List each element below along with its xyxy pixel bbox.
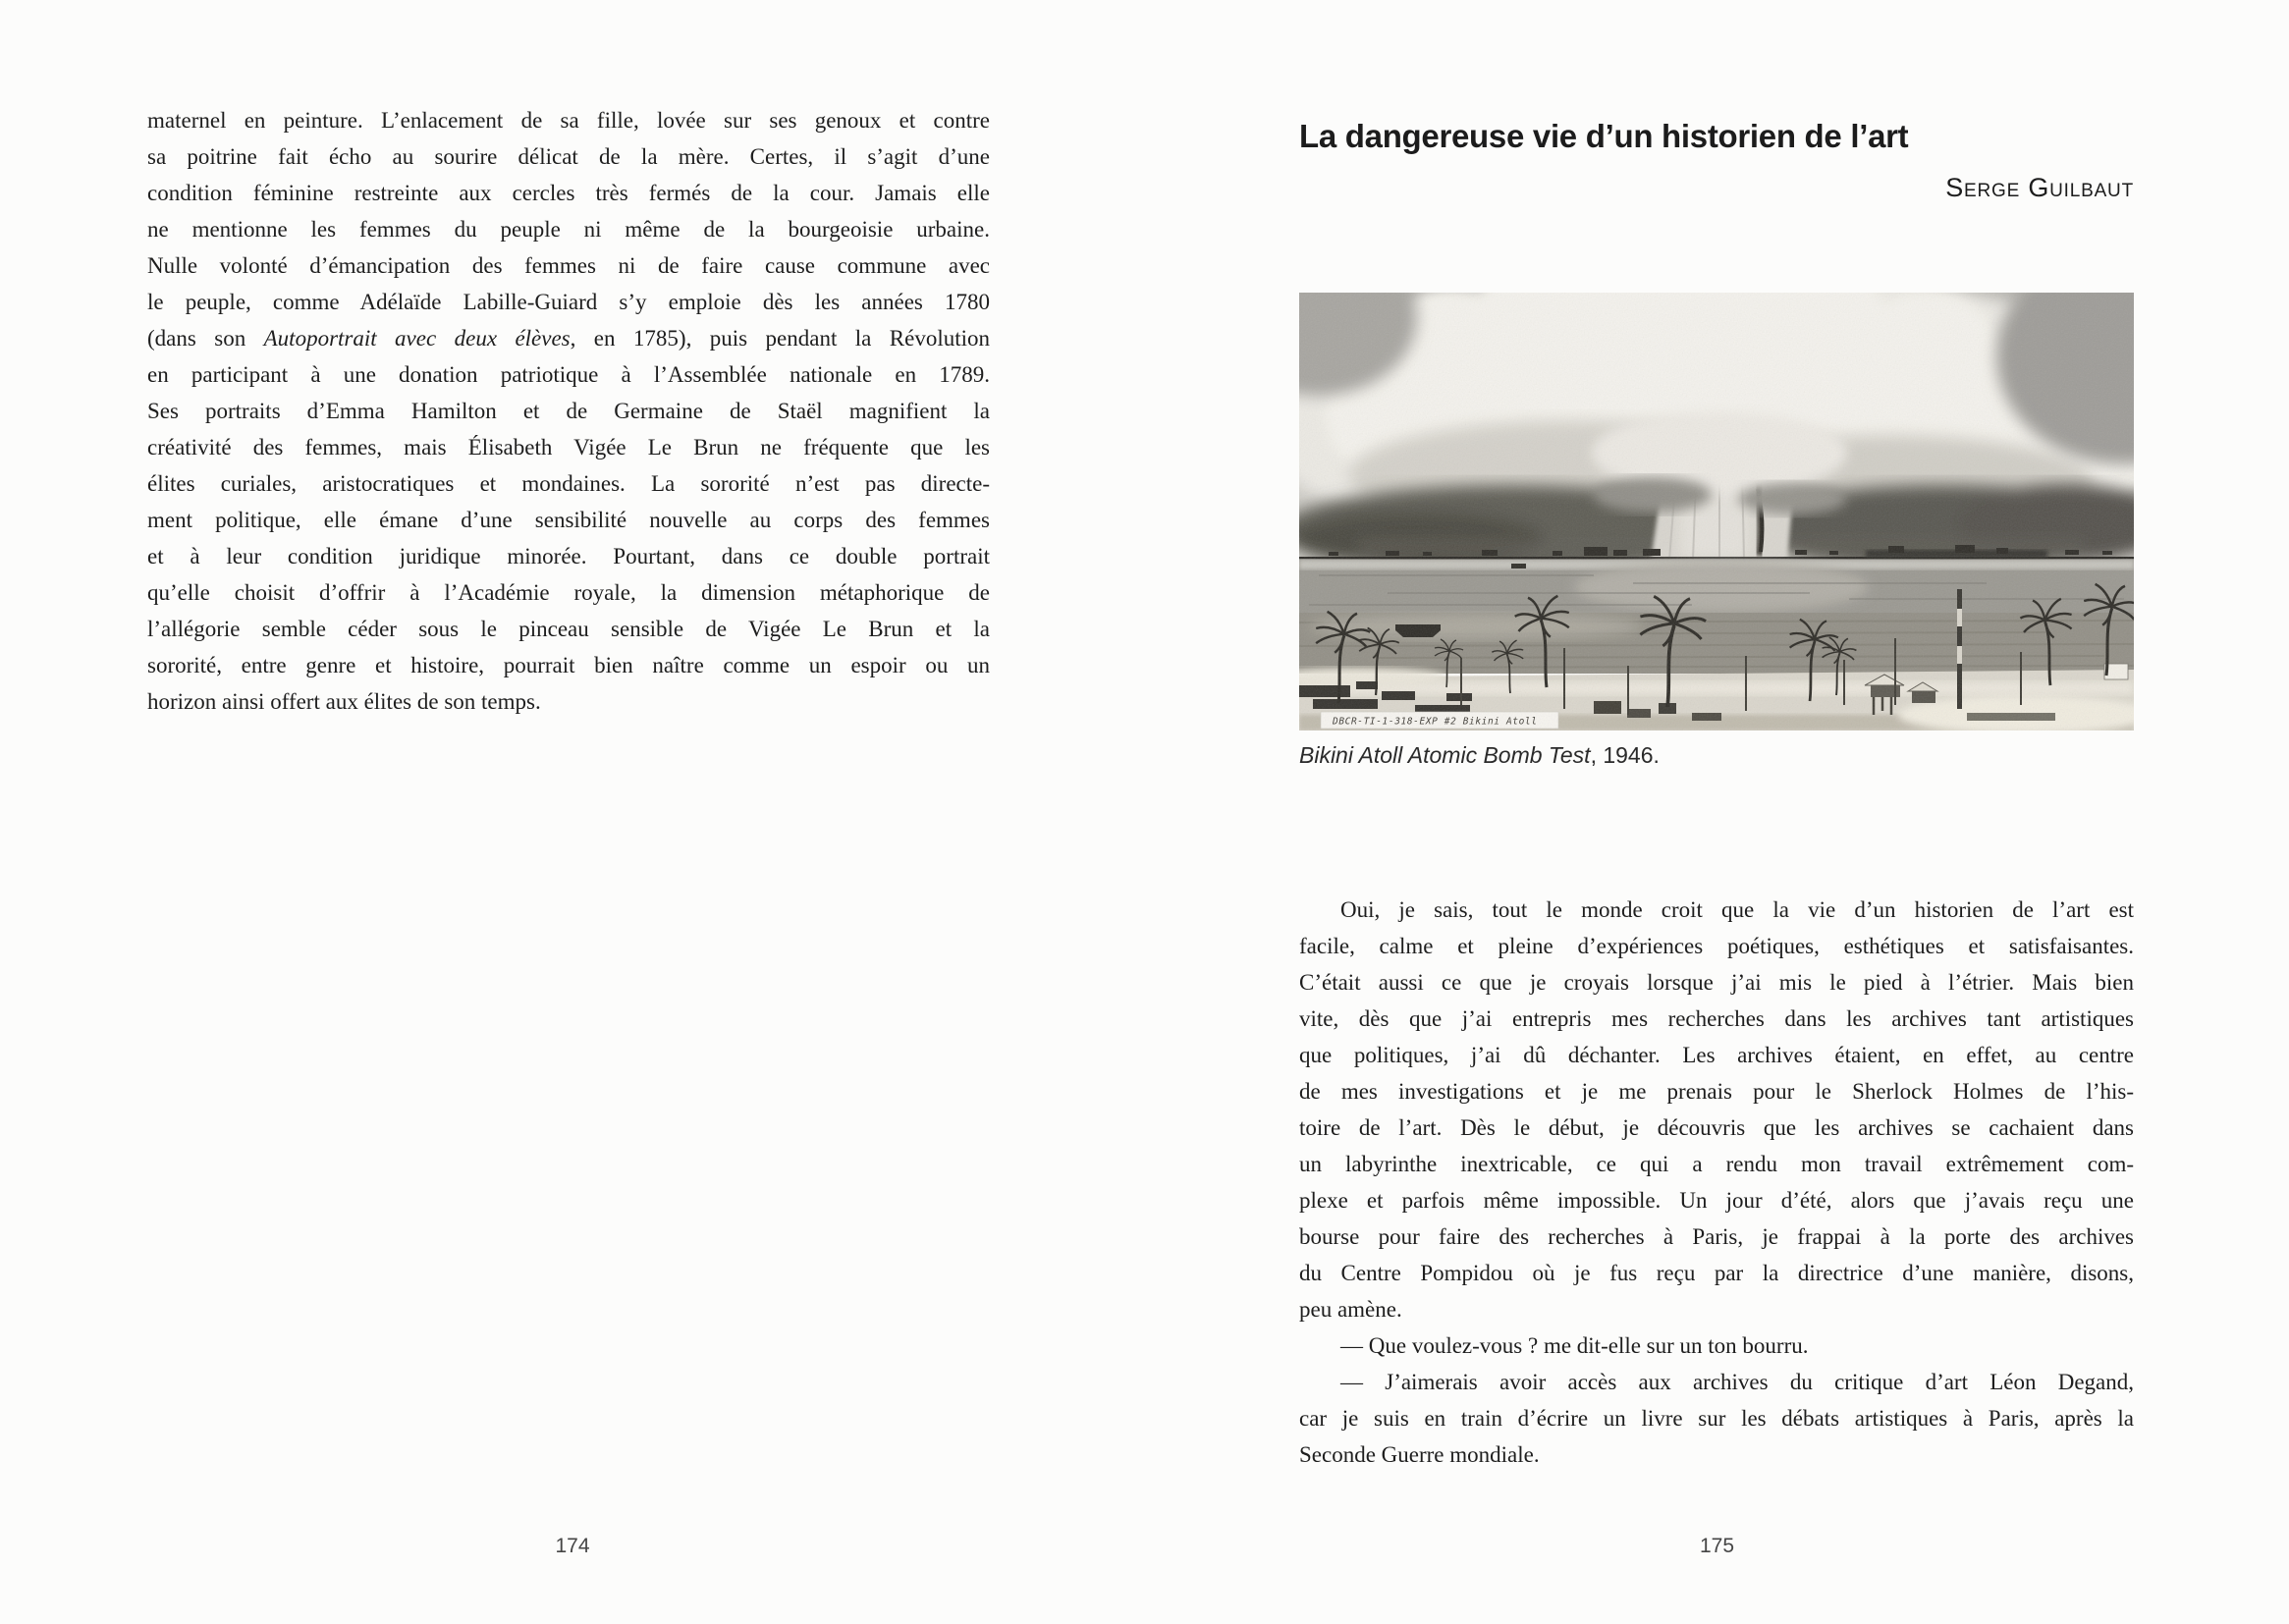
text-line: Nulle volonté d’émancipation des femmes ni de faire cause commune avec: [147, 253, 990, 278]
text-line: C’était aussi ce que je croyais lorsque j’ai mis le pied à l’étrier. Mais bien: [1299, 970, 2134, 995]
text-line: bourse pour faire des recherches à Paris, je frappai à la porte des archives: [1299, 1224, 2134, 1249]
text-line: élites curiales, aristocratiques et mondaines. La sororité n’est pas directe-: [147, 471, 990, 496]
text-line: ne mentionne les femmes du peuple ni même de la bourgeoisie urbaine.: [147, 217, 990, 242]
text-line: toire de l’art. Dès le début, je découvris que les archives se cachaient dans: [1299, 1115, 2134, 1140]
text-line: du Centre Pompidou où je fus reçu par la directrice d’une manière, disons,: [1299, 1261, 2134, 1285]
text-line: condition féminine restreinte aux cercles très fermés de la cour. Jamais elle: [147, 181, 990, 205]
text-line: plexe et parfois même impossible. Un jour d’été, alors que j’avais reçu une: [1299, 1188, 2134, 1213]
text-line: et à leur condition juridique minorée. Pourtant, dans ce double portrait: [147, 544, 990, 568]
text-line: horizon ainsi offert aux élites de son temps.: [147, 689, 541, 714]
text-line: en participant à une donation patriotique à l’Assemblée nationale en 1789.: [147, 362, 990, 387]
article-title: La dangereuse vie d’un historien de l’art: [1299, 118, 1909, 155]
bikini-atoll-photo-illustration: [1299, 293, 2134, 731]
photo-caption-year: , 1946.: [1590, 742, 1660, 768]
photo-archive-label-text: DBCR-TI-1-318-EXP #2 Bikini Atoll: [1333, 716, 1538, 728]
text-line: (dans son Autoportrait avec deux élèves, en 1785), puis pendant la Révolution: [147, 326, 990, 351]
text-line: créativité des femmes, mais Élisabeth Vigée Le Brun ne fréquente que les: [147, 435, 990, 460]
text-line: facile, calme et pleine d’expériences poétiques, esthétiques et satisfaisantes.: [1299, 934, 2134, 958]
text-line: Seconde Guerre mondiale.: [1299, 1442, 1540, 1467]
text-line: de mes investigations et je me prenais pour le Sherlock Holmes de l’his-: [1299, 1079, 2134, 1104]
text-line: Ses portraits d’Emma Hamilton et de Germaine de Staël magnifient la: [147, 399, 990, 423]
text-line: — Que voulez-vous ? me dit-elle sur un ton bourru.: [1340, 1333, 1809, 1358]
photo-caption-title: Bikini Atoll Atomic Bomb Test: [1299, 742, 1591, 768]
text-line: l’allégorie semble céder sous le pinceau sensible de Vigée Le Brun et la: [147, 617, 990, 641]
text-line: maternel en peinture. L’enlacement de sa fille, lovée sur ses genoux et contre: [147, 108, 990, 133]
page-number-right: 175: [1699, 1535, 1735, 1557]
text-line: peu amène.: [1299, 1297, 1402, 1322]
text-line: sa poitrine fait écho au sourire délicat de la mère. Certes, il s’agit d’une: [147, 144, 990, 169]
atomic-bomb-photo: [1299, 293, 2134, 731]
photo-caption: [1299, 742, 2134, 769]
text-line: un labyrinthe inextricable, ce qui a rendu mon travail extrêmement com-: [1299, 1152, 2134, 1176]
text-line: le peuple, comme Adélaïde Labille-Guiard s’y emploie dès les années 1780: [147, 290, 990, 314]
text-line: — J’aimerais avoir accès aux archives du critique d’art Léon Degand,: [1340, 1370, 2134, 1394]
text-line: vite, dès que j’ai entrepris mes recherches dans les archives tant artistiques: [1299, 1006, 2134, 1031]
text-line: Oui, je sais, tout le monde croit que la vie d’un historien de l’art est: [1340, 897, 2134, 922]
left-page-text-column: [147, 102, 990, 720]
text-line: qu’elle choisit d’offrir à l’Académie royale, la dimension métaphorique de: [147, 580, 990, 605]
text-line: ment politique, elle émane d’une sensibilité nouvelle au corps des femmes: [147, 508, 990, 532]
text-line: que politiques, j’ai dû déchanter. Les archives étaient, en effet, au centre: [1299, 1043, 2134, 1067]
text-line: car je suis en train d’écrire un livre sur les débats artistiques à Paris, après la: [1299, 1406, 2134, 1431]
article-author: Serge Guilbaut: [1945, 173, 2134, 202]
page-number-left: 174: [555, 1535, 590, 1557]
right-page-text-column: [1299, 892, 2134, 1473]
text-line: sororité, entre genre et histoire, pourrait bien naître comme un espoir ou un: [147, 653, 990, 677]
